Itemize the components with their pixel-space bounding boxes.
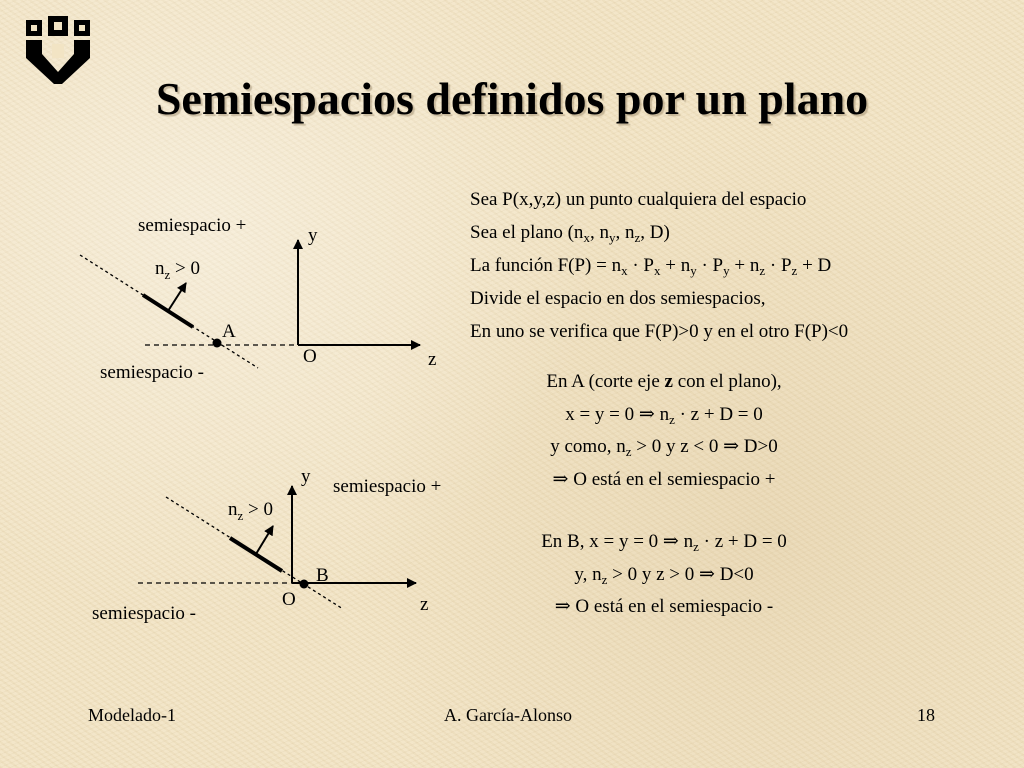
normal-label: $n_z > 0$ [155, 258, 200, 282]
analysis-a-line-2: x = y = 0 ⇒ $n_z \cdot z + D = 0$ [565, 403, 763, 427]
analysis-b-line-2: y, $n_z > 0$ y z > 0 ⇒ D<0 [574, 563, 754, 587]
footer-course: Modelado-1 [88, 705, 176, 725]
plane-segment [230, 538, 282, 571]
analysis-b [464, 526, 864, 624]
analysis-a [464, 366, 864, 496]
slide-title: Semiespacios definidos por un plano [155, 73, 869, 124]
footer-author: A. García-Alonso [444, 705, 572, 725]
definition-paragraph [470, 183, 848, 348]
analysis-a-line-4: ⇒ O está en el semiespacio + [552, 468, 776, 490]
semiespacio-minus-label: semiespacio - [100, 362, 204, 383]
normal-label: $n_z > 0$ [228, 499, 273, 523]
point-a-marker [213, 339, 222, 348]
point-a-label: A [222, 321, 236, 342]
paragraph-line-3: La función $F(P) = n_x \cdot P_x + n_y \cdot P_y + n_z \cdot P_z + D$ [470, 255, 832, 278]
diagram-a [0, 0, 480, 400]
semiespacio-plus-label: semiespacio + [138, 215, 247, 236]
axis-z-label: z [428, 349, 437, 370]
paragraph-line-1: Sea P(x,y,z) un punto cualquiera del espacio [470, 189, 807, 210]
semiespacio-plus-label: semiespacio + [333, 476, 442, 497]
paragraph-line-4: Divide el espacio en dos semiespacios, [470, 288, 766, 309]
normal-arrow [256, 526, 273, 554]
diagram-b [0, 440, 480, 660]
axis-y-label: y [308, 225, 318, 246]
origin-label: O [282, 589, 296, 610]
analysis-a-line-1: En A (corte eje z con el plano), [546, 371, 782, 392]
point-b-marker [300, 580, 309, 589]
axis-y-label: y [301, 466, 311, 487]
normal-arrow [168, 283, 186, 311]
semiespacio-minus-label: semiespacio - [92, 603, 196, 624]
analysis-b-line-1: En B, x = y = 0 ⇒ $n_z \cdot z + D = 0$ [541, 531, 787, 554]
analysis-b-line-3: ⇒ O está en el semiespacio - [554, 596, 774, 618]
paragraph-line-2: Sea el plano ($n_x$, $n_y$, $n_z$, D) [470, 222, 670, 245]
axis-z-label: z [420, 594, 429, 615]
point-b-label: B [316, 565, 329, 586]
origin-label: O [303, 346, 317, 367]
footer-page-number: 18 [917, 705, 935, 725]
paragraph-line-5: En uno se verifica que F(P)>0 y en el otro F(P)<0 [470, 321, 849, 342]
analysis-a-line-3: y como, $n_z > 0$ y z < 0 ⇒ D>0 [550, 436, 778, 460]
